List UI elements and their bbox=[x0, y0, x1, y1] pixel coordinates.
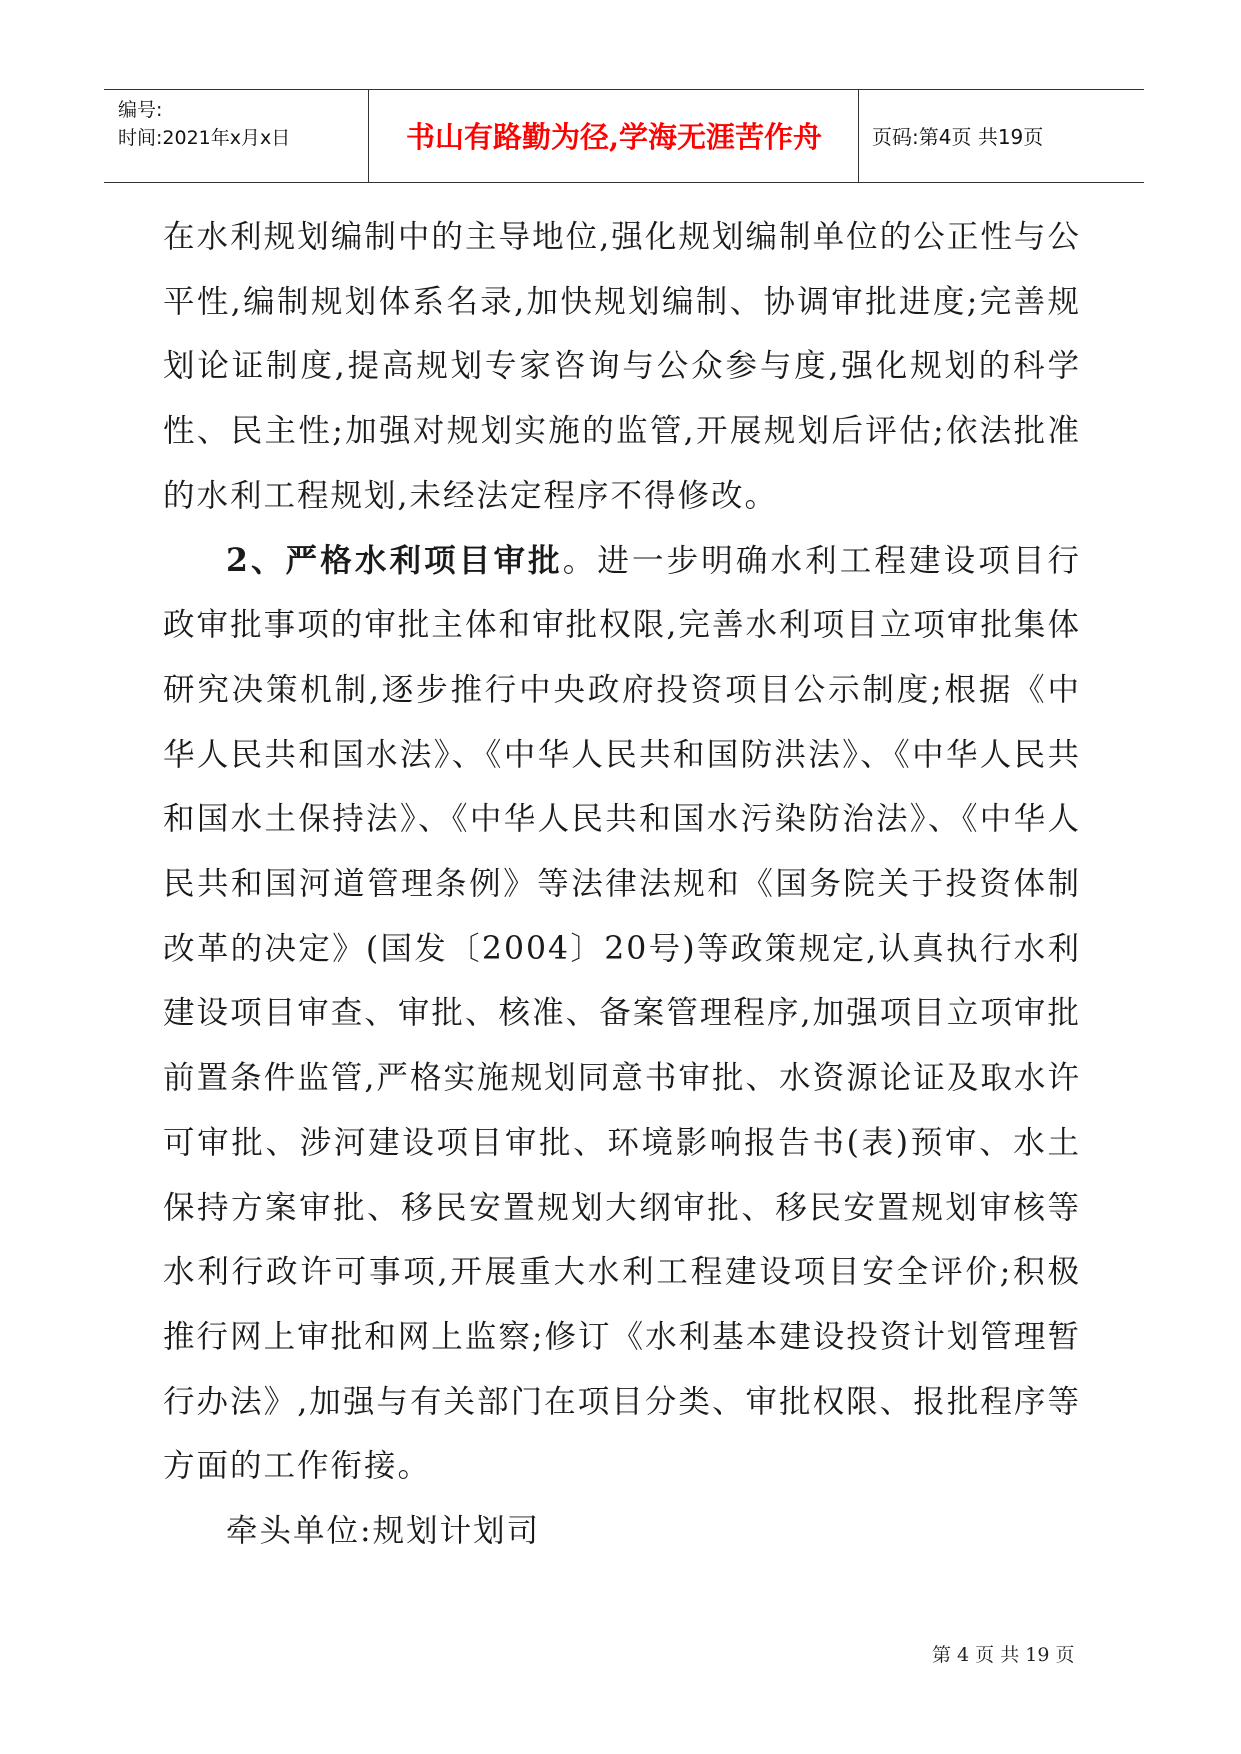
header-motto: 书山有路勤为径,学海无涯苦作舟 bbox=[405, 120, 823, 154]
page-footer: 第 4 页 共 19 页 bbox=[932, 1644, 1075, 1666]
header-meta bbox=[118, 96, 368, 152]
paragraph-project-approval bbox=[163, 529, 1081, 1500]
paragraph-text: 。进一步明确水利工程建设项目行政审批事项的审批主体和审批权限,完善水利项目立项审批集体研究决策机制,逐步推行中央政府投资项目公示制度;根据《中华人民共和国水法》、《中华人民共和国防洪法》、《中华人民共和国水土保持法》、《中华人民共和国水污染防治法》、《中华人民共和国河道管理条例》等法律法规和《国务院关于投资体制改革的决定》(国发〔2004〕20号)等政策规定,认真执行水利建设项目审查、审批、核准、备案管理程序,加强项目立项审批前置条件监管,严格实施规划同意书审批、水资源论证及取水许可审批、涉河建设项目审批、环境影响报告书(表)预审、水土保持方案审批、移民安置规划大纲审批、移民安置规划审核等水利行政许可事项,开展重大水利工程建设项目安全评价;积极推行网上审批和网上监察;修订《水利基本建设投资计划管理暂行办法》,加强与有关部门在项目分类、审批权限、报批程序等方面的工作衔接。 bbox=[163, 542, 1081, 1485]
page-header bbox=[104, 89, 1144, 183]
document-body bbox=[163, 205, 1081, 1564]
paragraph-heading: 2、严格水利项目审批 bbox=[226, 541, 563, 579]
lead-unit-line: 牵头单位:规划计划司 bbox=[226, 1513, 541, 1550]
header-page-number: 页码:第4页 共19页 bbox=[872, 125, 1044, 149]
document-number-label: 编号: bbox=[118, 99, 163, 121]
document-time-label: 时间:2021年x月x日 bbox=[118, 127, 291, 149]
header-divider-left bbox=[368, 90, 369, 182]
paragraph-continued: 在水利规划编制中的主导地位,强化规划编制单位的公正性与公平性,编制规划体系名录,加快规划编制、协调审批进度;完善规划论证制度,提高规划专家咨询与公众参与度,强化规划的科学性、民主性;加强对规划实施的监管,开展规划后评估;依法批准的水利工程规划,未经法定程序不得修改。 bbox=[163, 219, 1081, 514]
header-divider-right bbox=[858, 90, 859, 182]
